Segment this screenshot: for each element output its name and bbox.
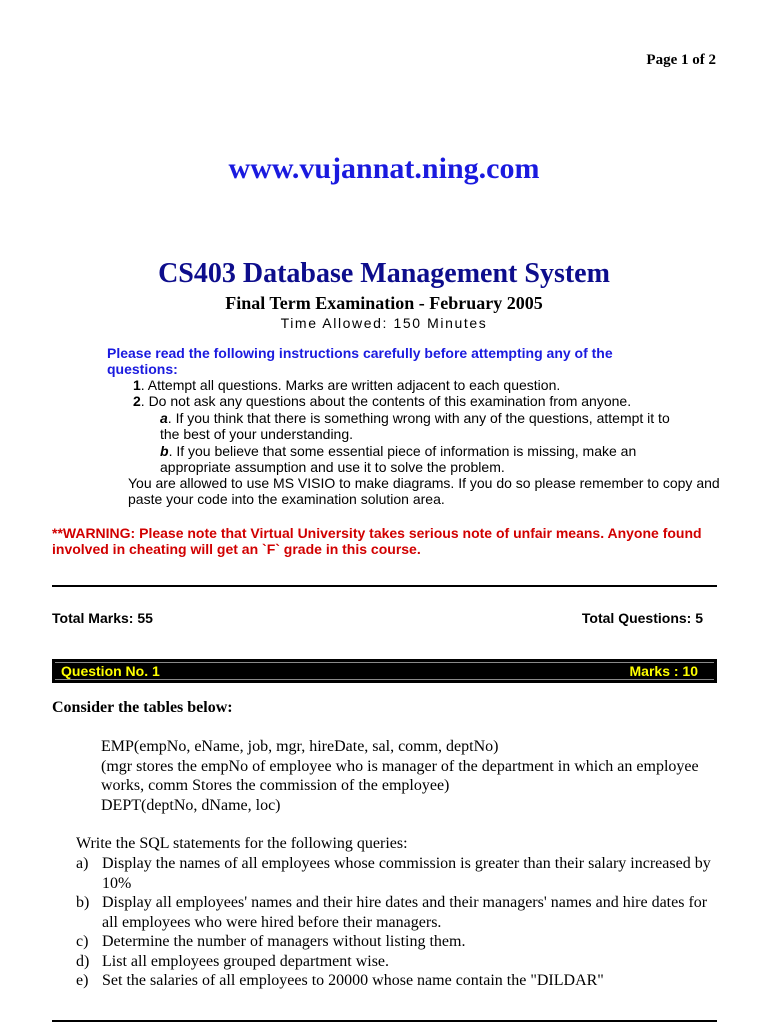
warning-notice: **WARNING: Please note that Virtual University takes serious note of unfair means. Anyone found involved in cheating will get an `F` grade in this course.: [52, 525, 702, 557]
instruction-sub-item-a: [160, 410, 680, 442]
instruction-letter: b: [160, 443, 169, 459]
exam-title: CS403 Database Management System: [158, 258, 610, 289]
page-number: Page 1 of 2: [646, 52, 716, 68]
query-text: Determine the number of managers without listing them.: [102, 933, 466, 950]
total-questions: Total Questions: 5: [581, 610, 703, 626]
query-letter: d): [76, 952, 90, 970]
instruction-text: . Attempt all questions. Marks are written adjacent to each question.: [140, 377, 561, 393]
schema-line: EMP(empNo, eName, job, mgr, hireDate, sal, comm, deptNo): [101, 738, 499, 755]
instruction-text: . If you think that there is something wrong with any of the questions, attempt it to the best of your understanding.: [160, 410, 670, 442]
total-marks: Total Marks: 55: [52, 610, 153, 626]
query-text: Display the names of all employees whose commission is greater than their salary increased by 10%: [102, 855, 711, 892]
instruction-text: . If you believe that some essential piece of information is missing, make an appropriate assumption and use it to solve the problem.: [160, 443, 637, 475]
schema-line: DEPT(deptNo, dName, loc): [101, 796, 281, 814]
query-letter: b): [76, 894, 90, 911]
instruction-number: 2: [133, 393, 141, 409]
instruction-item-1: [133, 377, 560, 393]
instruction-sub-item-b: [160, 443, 680, 475]
instruction-text: . Do not ask any questions about the contents of this examination from anyone.: [140, 393, 632, 409]
query-text: Set the salaries of all employees to 20000 whose name contain the "DILDAR": [102, 972, 604, 989]
question-header-bar: [52, 659, 717, 683]
divider: [52, 1020, 717, 1022]
site-url: www.vujannat.ning.com: [228, 152, 540, 185]
query-letter: c): [76, 933, 89, 950]
instruction-item-2: [133, 393, 631, 409]
divider: [52, 585, 717, 587]
query-letter: e): [76, 972, 89, 989]
question-label: Question No. 1: [61, 663, 160, 679]
exam-subtitle: Final Term Examination - February 2005: [225, 293, 543, 313]
query-text: List all employees grouped department wise.: [102, 952, 390, 970]
question-prompt: Write the SQL statements for the following queries:: [76, 835, 408, 852]
query-list: [76, 854, 716, 991]
table-schema: [101, 737, 721, 815]
query-text: Display all employees' names and their hire dates and their managers' names and hire dates for all employees who were hired before their managers.: [102, 894, 708, 931]
instruction-number: 1: [133, 377, 141, 393]
time-allowed: Time Allowed: 150 Minutes: [280, 315, 488, 331]
question-marks: Marks : 10: [629, 663, 698, 679]
question-intro: Consider the tables below:: [52, 699, 233, 716]
instructions-heading: Please read the following instructions carefully before attempting any of the questions:: [107, 345, 613, 377]
query-item: [76, 932, 716, 952]
query-item: [76, 971, 716, 991]
instructions-note: You are allowed to use MS VISIO to make diagrams. If you do so please remember to copy and paste your code into the examination solution area.: [128, 475, 720, 507]
query-letter: a): [76, 855, 89, 872]
instruction-letter: a: [160, 410, 168, 426]
schema-line: (mgr stores the empNo of employee who is manager of the department in which an employee works, comm Stores the commission of the employee): [101, 757, 699, 794]
query-item: [76, 854, 716, 893]
query-item: [76, 952, 716, 972]
query-item: [76, 893, 716, 932]
